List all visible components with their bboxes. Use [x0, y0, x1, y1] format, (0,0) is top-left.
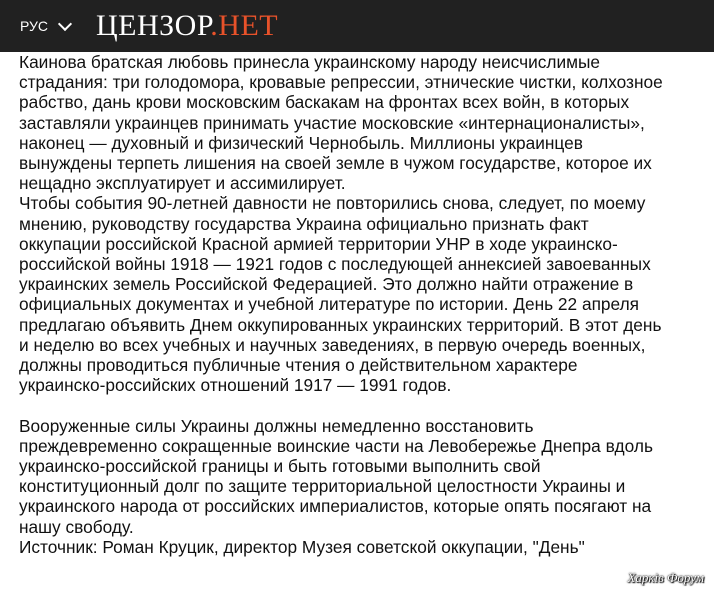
article-line: рабство, дань крови московским баскакам на фронтах всех войн, в которых: [19, 92, 630, 113]
article-line: нещадно эксплуатирует и ассимилирует.: [19, 173, 346, 194]
language-selector[interactable]: [20, 17, 70, 35]
logo-main-text: ЦЕНЗОР: [96, 9, 211, 42]
article-body: [19, 52, 709, 557]
site-logo[interactable]: [96, 8, 278, 44]
article-line: нашу свободу.: [19, 516, 134, 537]
article-line: Вооруженные силы Украины должны немедленно восстановить: [19, 415, 534, 436]
article-line: предлагаю объявить Днем оккупированных украинских территорий. В этот день: [19, 314, 662, 335]
article-line: украинских земель Российской Федерацией. Это должно найти отражение в: [19, 274, 634, 295]
article-line: мнению, руководству государства Украина официально признать факт: [19, 213, 589, 234]
article-line: наконец — духовный и физический Чернобыль. Миллионы украинцев: [19, 132, 583, 153]
paragraph-spacer: [19, 395, 709, 415]
chevron-down-icon: [58, 16, 72, 30]
article-line: официальных документах и учебной литературе по истории. День 22 апреля: [19, 294, 640, 315]
site-header: [0, 0, 714, 52]
article-line: и неделю во всех учебных и научных заведениях, в первую очередь военных,: [19, 334, 646, 355]
article-line: украинско-российской границы и быть готовыми выполнить свой: [19, 456, 541, 477]
article-line: российской войны 1918 — 1921 годов с последующей аннексией завоеванных: [19, 254, 651, 275]
logo-dot: .: [210, 9, 219, 42]
article-line: украинско-российских отношений 1917 — 1991 годов.: [19, 375, 452, 396]
article-line: страдания: три голодомора, кровавые репрессии, этнические чистки, колхозное: [19, 72, 663, 93]
language-label: РУС: [20, 18, 49, 34]
article-line: вынуждены терпеть лишения на своей земле в чужом государстве, которое их: [19, 153, 652, 174]
article-line: заставляли украинцев принимать участие московские «интернационалисты»,: [19, 112, 645, 133]
article-line: оккупации российской Красной армией территории УНР в ходе украинско-: [19, 233, 618, 254]
article-line: преждевременно сокращенные воинские части на Левобережье Днепра вдоль: [19, 435, 653, 456]
logo-suffix-text: НЕТ: [218, 9, 279, 42]
article-line: Чтобы события 90-летней давности не повторились снова, следует, по моему: [19, 193, 646, 214]
source-line: Источник: Роман Круцик, директор Музея советской оккупации, "День": [19, 536, 585, 557]
article-line: должны проводиться публичные чтения о действительном характере: [19, 355, 578, 376]
article-line: конституционный долг по защите территориальной целостности Украины и: [19, 476, 626, 497]
article-line: украинского народа от российских империалистов, которые опять посягают на: [19, 496, 652, 517]
forum-watermark: Харків Форум: [627, 570, 704, 585]
article-line: Каинова братская любовь принесла украинскому народу неисчислимые: [19, 52, 601, 72]
